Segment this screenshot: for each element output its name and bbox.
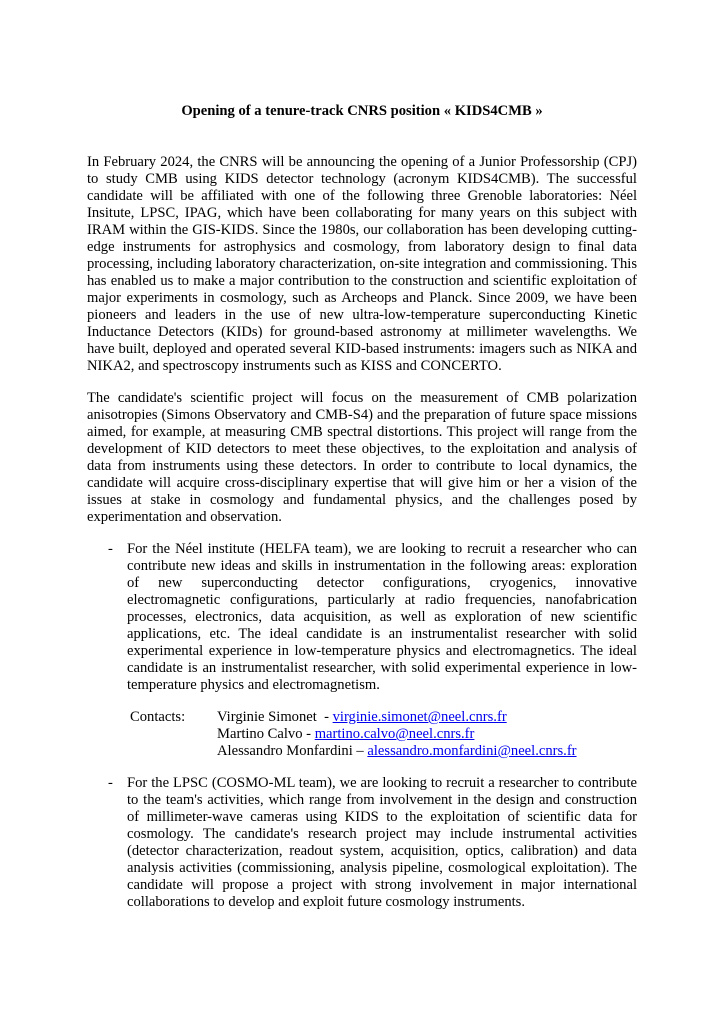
- contact-name: Virginie Simonet -: [217, 709, 333, 725]
- bullet-text-lpsc: For the LPSC (COSMO-ML team), we are looking to recruit a researcher to contribute to the team's activities, which range from involvement in the design and construction of millimeter-wave cameras using KIDS to the exploitation of scientific data for cosmology. The candidate's research project may include instrumental activities (detector characterization, readout system, acquisition, optics, calibration) and data analysis activities (commissioning, analysis pipeline, cosmological exploitation). The candidate will propose a project with strong involvement in major international collaborations to develop and exploit future cosmology instruments.: [127, 775, 637, 910]
- bullet-item-neel: [87, 541, 637, 694]
- contact-line: [217, 743, 637, 760]
- document-title: Opening of a tenure-track CNRS position « KIDS4CMB »: [181, 103, 543, 119]
- contact-email-link[interactable]: martino.calvo@neel.cnrs.fr: [314, 726, 475, 742]
- contacts-label: Contacts:: [130, 709, 186, 725]
- bullet-dash: -: [108, 541, 113, 557]
- bullet-dash: -: [108, 775, 113, 791]
- intro-paragraph: In February 2024, the CNRS will be announcing the opening of a Junior Professorship (CPJ) to study CMB using KIDS detector technology (acronym KIDS4CMB). The successful candidate will be affiliated with one of the following three Grenoble laboratories: Néel Insitute, LPSC, IPAG, which have been collaborating for many years on this subject with IRAM within the GIS-KIDS. Since the 1980s, our collaboration has been developing cutting-edge instruments for astrophysics and cosmology, from laboratory design to final data processing, including laboratory characterization, on-site integration and commissioning. This has enabled us to make a major contribution to the construction and scientific exploitation of major experiments in cosmology, such as Archeops and Planck. Since 2009, we have been pioneers and leaders in the use of new ultra-low-temperature superconducting Kinetic Inductance Detectors (KIDs) for ground-based astronomy at millimeter wavelengths. We have built, deployed and operated several KID-based instruments: imagers such as NIKA and NIKA2, and spectroscopy instruments such as KISS and CONCERTO.: [87, 154, 637, 374]
- contacts-block: [87, 709, 637, 760]
- project-paragraph: The candidate's scientific project will focus on the measurement of CMB polarization anisotropies (Simons Observatory and CMB-S4) and the preparation of future space missions aimed, for example, at measuring CMB spectral distortions. This project will range from the development of KID detectors to meet these objectives, to the exploitation and analysis of data from instruments using these detectors. In order to contribute to local dynamics, the candidate will acquire cross-disciplinary expertise that will give him or her a vision of the issues at stake in cosmology and fundamental physics, and the challenges posed by experimentation and observation.: [87, 390, 637, 525]
- contact-name: Martino Calvo -: [217, 726, 315, 742]
- contact-email-link[interactable]: virginie.simonet@neel.cnrs.fr: [332, 709, 507, 725]
- bullet-item-lpsc: [87, 775, 637, 911]
- contact-line: [217, 726, 637, 743]
- contact-name: Alessandro Monfardini –: [217, 743, 368, 759]
- contact-email-link[interactable]: alessandro.monfardini@neel.cnrs.fr: [367, 743, 577, 759]
- contact-line: [217, 709, 637, 726]
- bullet-text-neel: For the Néel institute (HELFA team), we are looking to recruit a researcher who can contribute new ideas and skills in instrumentation in the following areas: exploration of new superconducting detector configurations, cryogenics, innovative electromagnetic configurations, particularly at radio frequencies, nanofabrication processes, electronics, data acquisition, as well as exploration of new scientific applications, etc. The ideal candidate is an instrumentalist researcher with solid experimental experience in low-temperature physics and electromagnetics. The ideal candidate is an instrumentalist researcher, with solid experimental experience in low-temperature physics and electromagnetism.: [127, 541, 637, 693]
